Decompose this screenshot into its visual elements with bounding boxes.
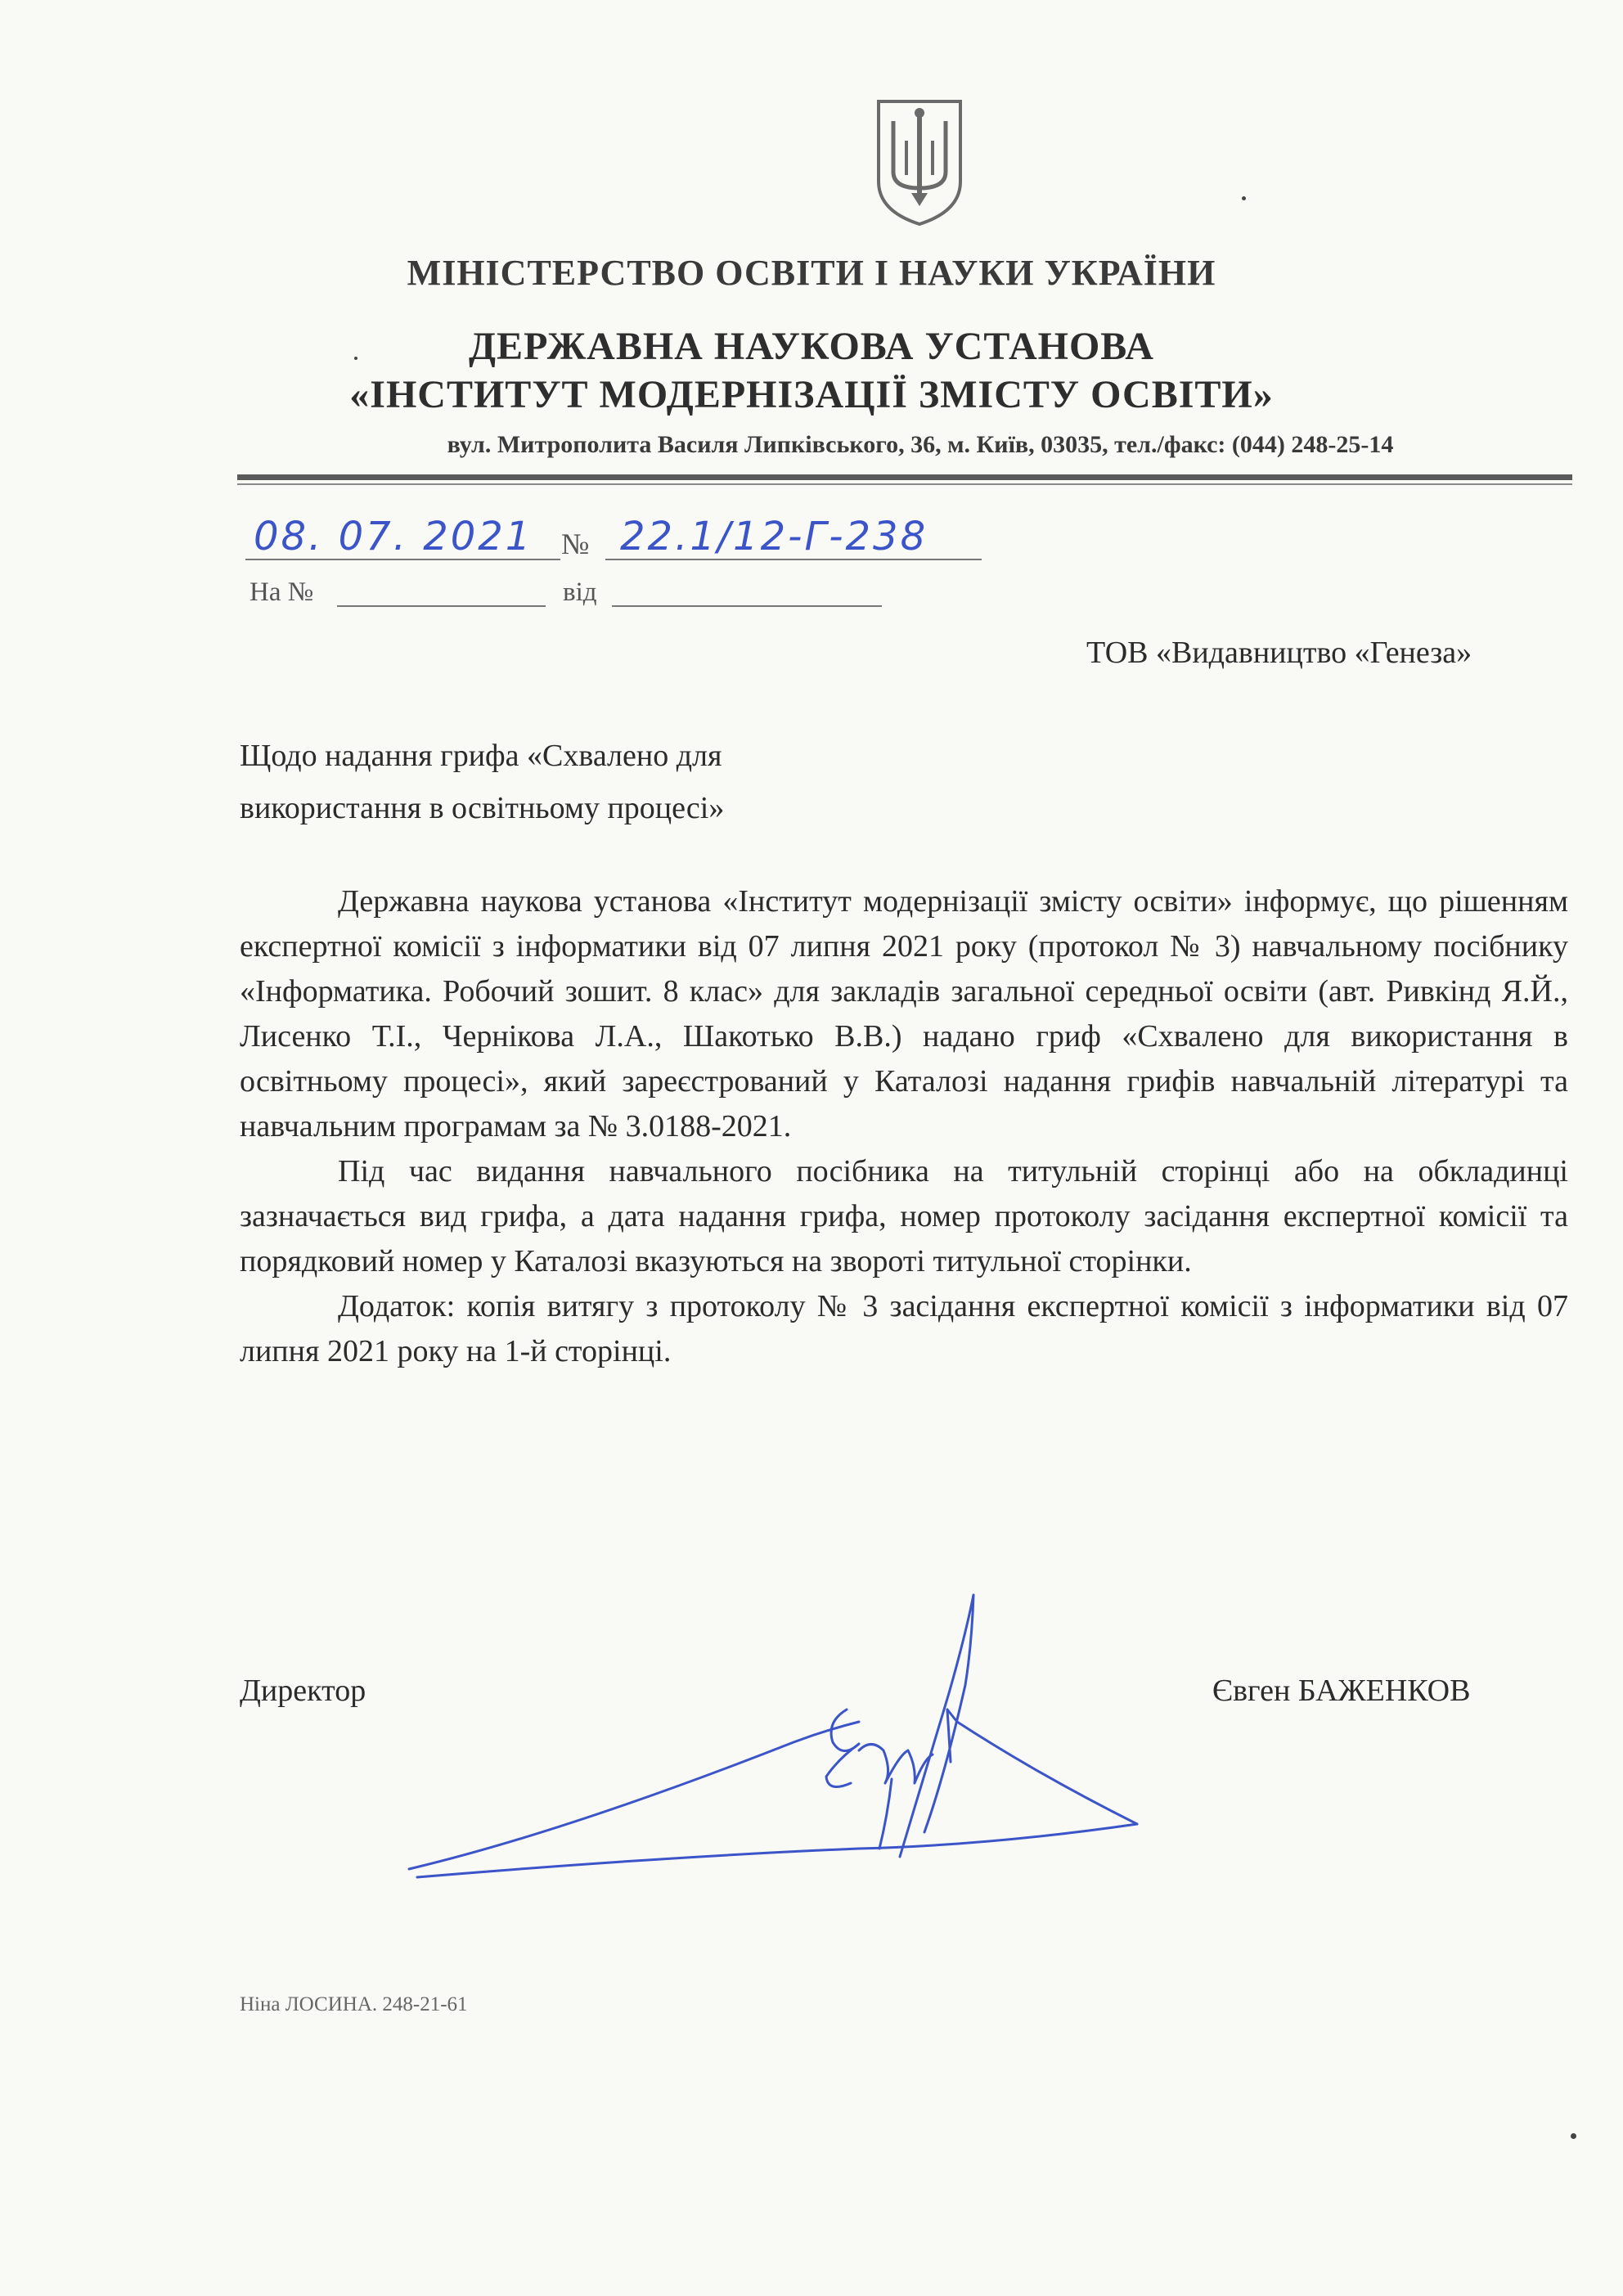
ministry-name: МІНІСТЕРСТВО ОСВІТИ І НАУКИ УКРАЇНИ	[407, 253, 1216, 293]
reply-date-line	[612, 605, 882, 607]
trident-emblem-icon	[874, 97, 965, 227]
outgoing-number: 22.1/12-Г-238	[620, 514, 928, 559]
institution-name-line2: «ІНСТИТУТ МОДЕРНІЗАЦІЇ ЗМІСТУ ОСВІТИ»	[349, 373, 1274, 416]
reply-label: На №	[250, 577, 314, 607]
scan-speck	[1571, 2133, 1576, 2139]
scan-speck	[354, 357, 357, 360]
scan-speck	[1242, 196, 1246, 200]
number-underline	[605, 559, 982, 560]
header-divider-thin	[237, 483, 1572, 485]
subject-line2: використання в освітньому процесі»	[240, 791, 725, 825]
institution-name-line1: ДЕРЖАВНА НАУКОВА УСТАНОВА	[469, 325, 1154, 368]
recipient: ТОВ «Видавництво «Генеза»	[1086, 636, 1472, 670]
from-label: від	[563, 577, 597, 607]
number-label: №	[561, 528, 590, 560]
body-paragraph-2: Під час видання навчального посібника на титульній сторінці або на обкладинці зазначається вид грифа, а дата надання грифа, номер протоколу засідання експертної комісії та порядковий номер у Каталозі вказуються на звороті титульної сторінки.	[240, 1154, 1568, 1278]
signatory-title: Директор	[240, 1674, 366, 1708]
letter-body	[240, 879, 1568, 1374]
body-paragraph-3: Додаток: копія витягу з протоколу № 3 засідання експертної комісії з інформатики від 07 липня 2021 року на 1-й сторінці.	[240, 1289, 1568, 1368]
header-divider	[237, 474, 1572, 480]
date-underline	[245, 559, 560, 560]
subject-line1: Щодо надання грифа «Схвалено для	[240, 739, 722, 773]
signatory-name: Євген БАЖЕНКОВ	[1212, 1674, 1471, 1708]
body-paragraph-1: Державна наукова установа «Інститут модернізації змісту освіти» інформує, що рішенням експертної комісії з інформатики від 07 липня 2021 року (протокол № 3) навчальному посібнику «Інформатика. Робочий зошит. 8 клас» для закладів загальної середньої освіти (авт. Ривкінд Я.Й., Лисенко Т.І., Чернікова Л.А., Шакотько В.В.) надано гриф «Схвалено для використання в освітньому процесі», який зареєстрований у Каталозі надання грифів навчальній літературі та навчальним програмам за № 3.0188-2021.	[240, 884, 1568, 1144]
institution-address: вул. Митрополита Василя Липківського, 36, м. Київ, 03035, тел./факс: (044) 248-25-14	[447, 431, 1394, 458]
handwritten-signature	[401, 1587, 1153, 1947]
executor-contact: Ніна ЛОСИНА. 248-21-61	[240, 1993, 468, 2015]
outgoing-date: 08. 07. 2021	[254, 514, 533, 559]
reply-number-line	[337, 605, 546, 607]
